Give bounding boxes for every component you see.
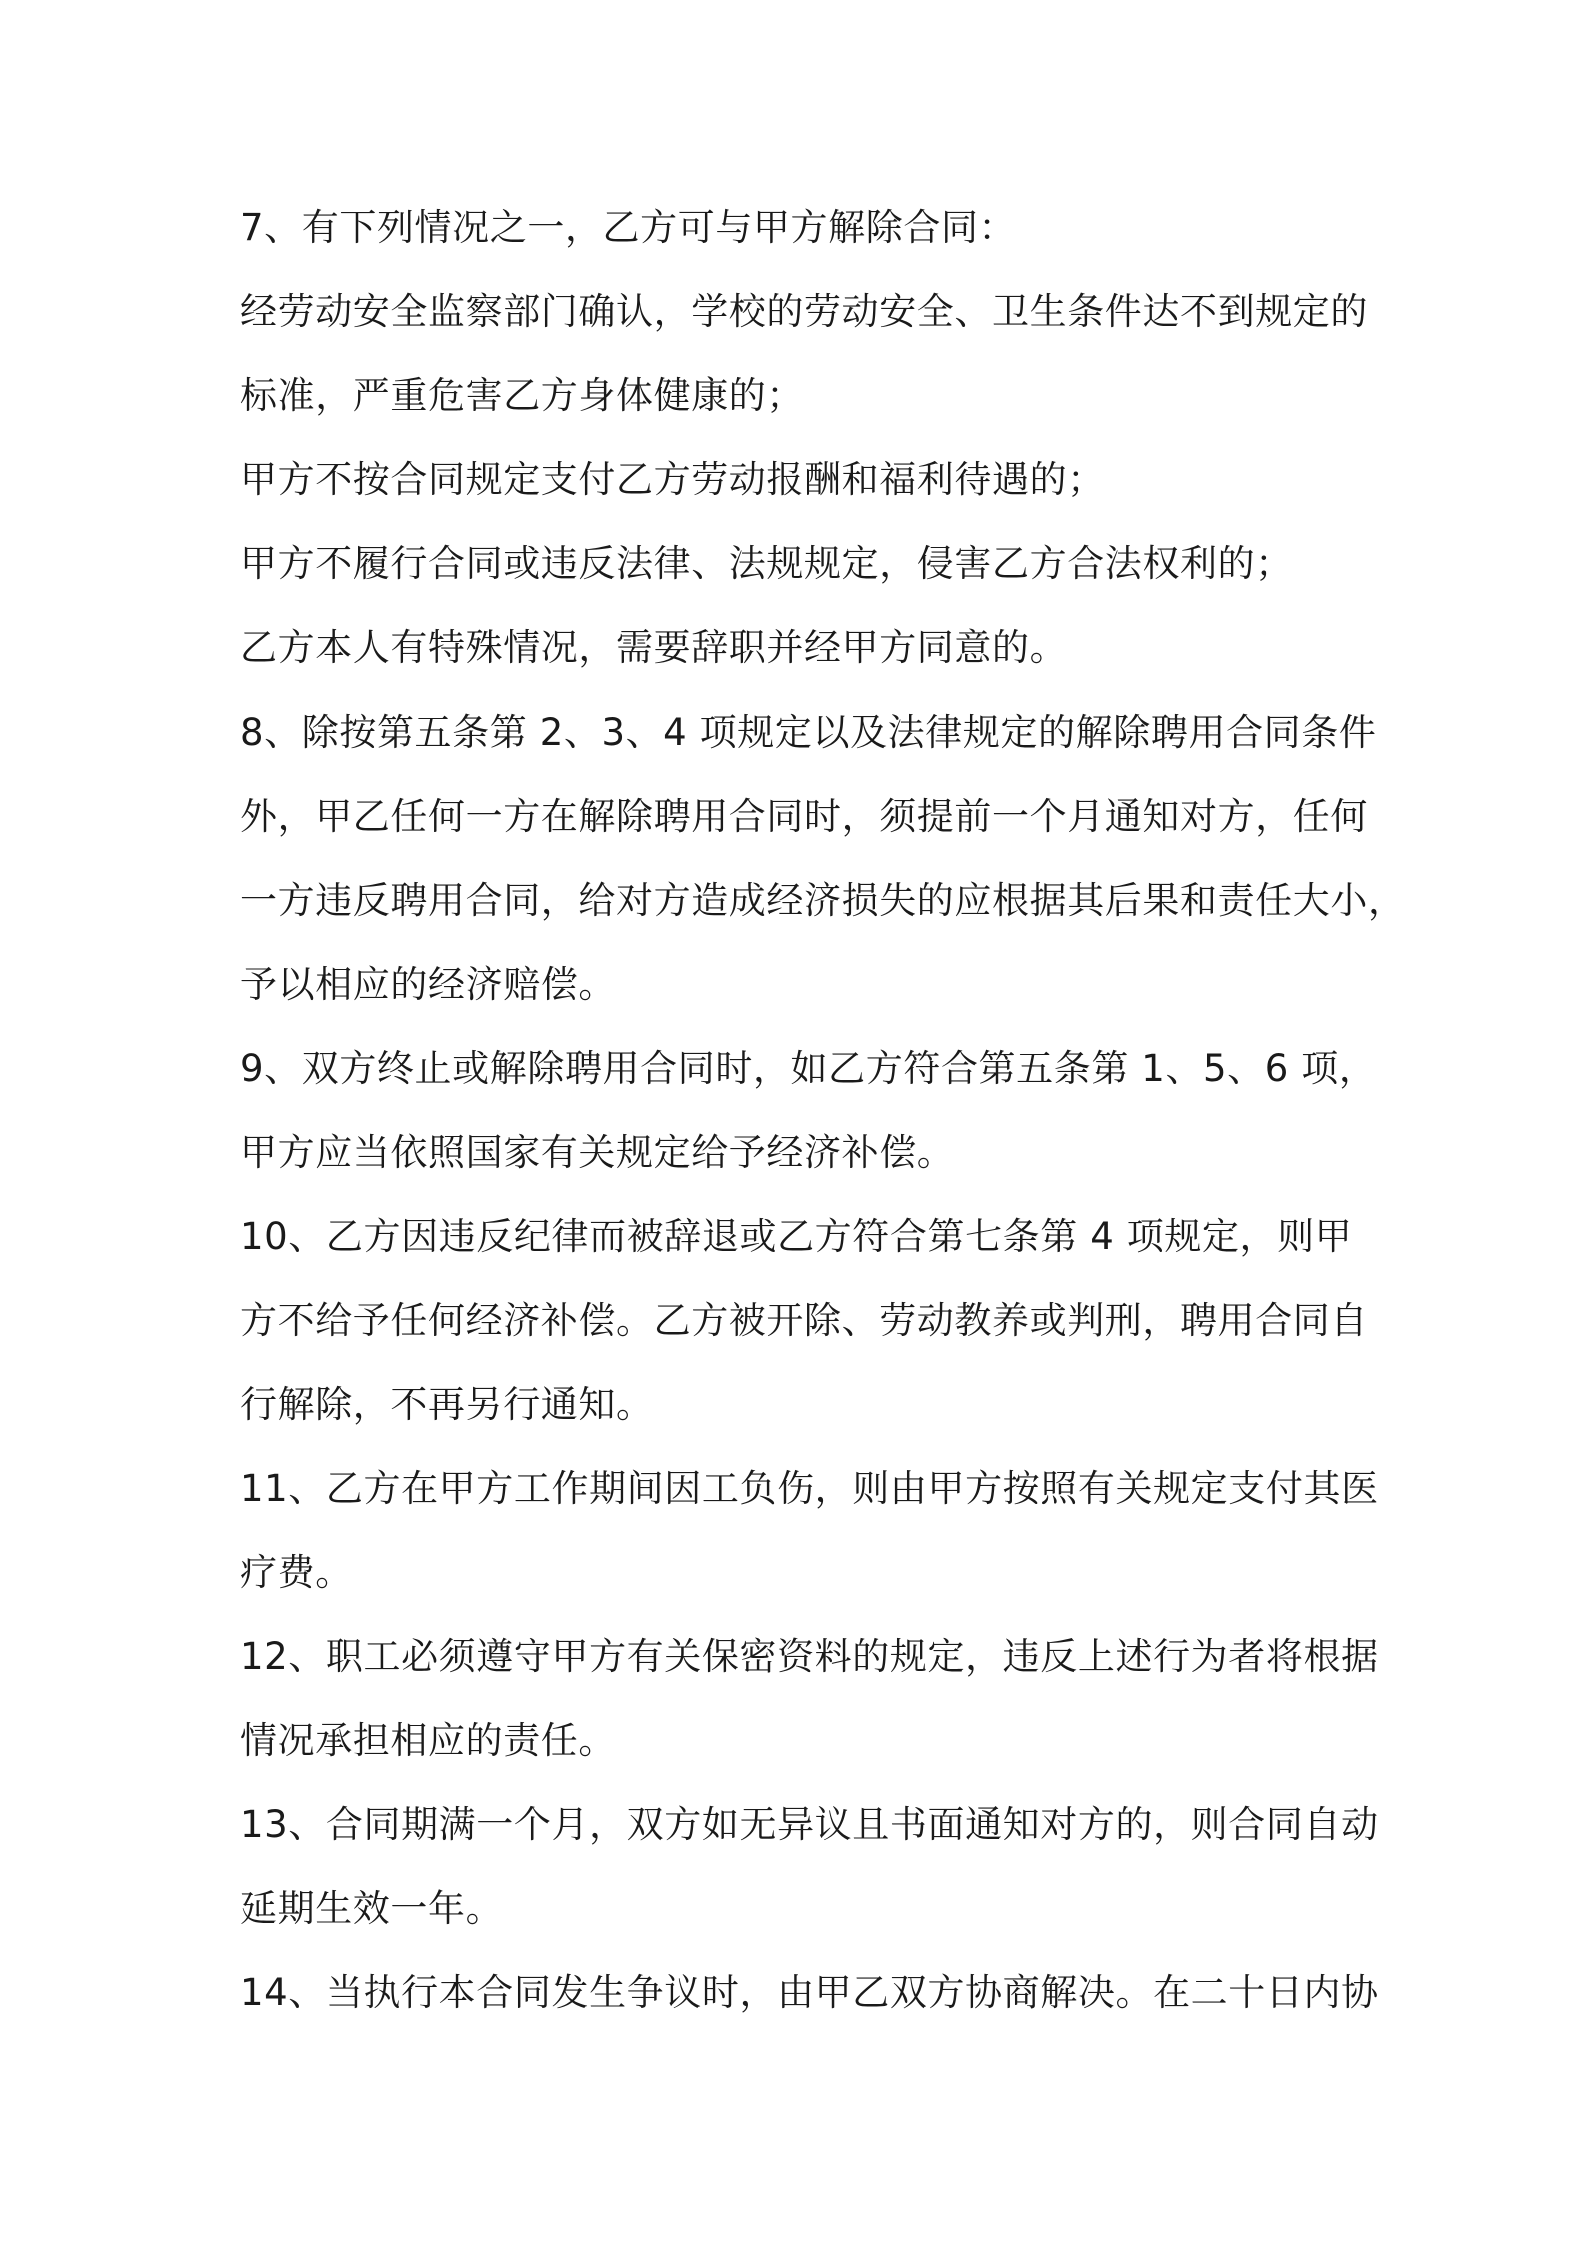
clause-8-line-3: 一方违反聘用合同，给对方造成经济损失的应根据其后果和责任大小， <box>240 879 1406 922</box>
clause-10-line-2: 方不给予任何经济补偿。乙方被开除、劳动教养或判刑，聘用合同自 <box>240 1299 1368 1342</box>
clause-8-line-2: 外，甲乙任何一方在解除聘用合同时，须提前一个月通知对方，任何 <box>240 795 1368 838</box>
clause-7-item-4: 乙方本人有特殊情况，需要辞职并经甲方同意的。 <box>240 626 1068 669</box>
clause-9-line-2: 甲方应当依照国家有关规定给予经济补偿。 <box>240 1131 955 1174</box>
clause-13-line-1: 13、合同期满一个月，双方如无异议且书面通知对方的，则合同自动 <box>240 1803 1379 1846</box>
clause-7-item-3: 甲方不履行合同或违反法律、法规规定，侵害乙方合法权利的； <box>240 542 1293 585</box>
clause-14-line-1: 14、当执行本合同发生争议时，由甲乙双方协商解决。在二十日内协 <box>240 1971 1379 2014</box>
clause-7-item-1-line-1: 经劳动安全监察部门确认，学校的劳动安全、卫生条件达不到规定的 <box>240 290 1368 333</box>
clause-7-item-1-line-2: 标准，严重危害乙方身体健康的； <box>240 374 804 417</box>
clause-12-line-2: 情况承担相应的责任。 <box>240 1719 616 1762</box>
clause-10-line-3: 行解除，不再另行通知。 <box>240 1383 654 1426</box>
clause-7-item-2: 甲方不按合同规定支付乙方劳动报酬和福利待遇的； <box>240 458 1105 501</box>
clause-10-line-1: 10、乙方因违反纪律而被辞退或乙方符合第七条第 4 项规定，则甲 <box>240 1215 1353 1258</box>
clause-8-line-1: 8、除按第五条第 2、3、4 项规定以及法律规定的解除聘用合同条件 <box>240 711 1377 754</box>
clause-9-line-1: 9、双方终止或解除聘用合同时，如乙方符合第五条第 1、5、6 项， <box>240 1047 1377 1090</box>
clause-13-line-2: 延期生效一年。 <box>240 1887 504 1930</box>
clause-7-heading: 7、有下列情况之一，乙方可与甲方解除合同： <box>240 206 1017 249</box>
clause-8-line-4: 予以相应的经济赔偿。 <box>240 963 616 1006</box>
clause-11-line-2: 疗费。 <box>240 1551 353 1594</box>
clause-12-line-1: 12、职工必须遵守甲方有关保密资料的规定，违反上述行为者将根据 <box>240 1635 1379 1678</box>
clause-11-line-1: 11、乙方在甲方工作期间因工负伤，则由甲方按照有关规定支付其医 <box>240 1467 1379 1510</box>
